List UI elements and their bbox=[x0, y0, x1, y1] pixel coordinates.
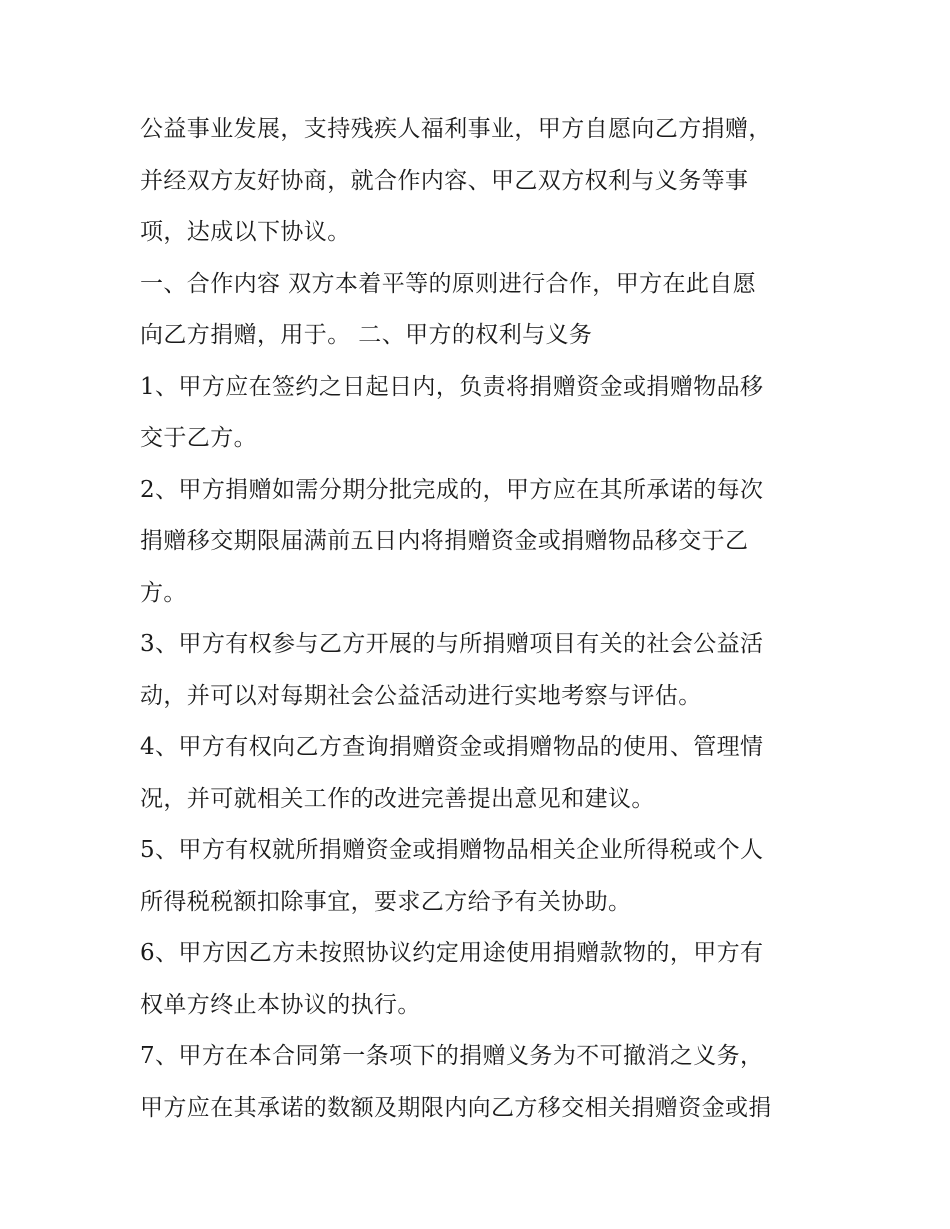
clause-1-line: 1、甲方应在签约之日起日内，负责将捐赠资金或捐赠物品移 bbox=[140, 373, 764, 400]
text-line: 甲方应在其承诺的数额及期限内向乙方移交相关捐赠资金或捐 bbox=[140, 1094, 772, 1121]
text-line: 方。 bbox=[140, 579, 187, 606]
text-line: 交于乙方。 bbox=[140, 425, 257, 451]
clause-4-line: 4、甲方有权向乙方查询捐赠资金或捐赠物品的使用、管理情 bbox=[140, 734, 764, 760]
text-line: 权单方终止本协议的执行。 bbox=[140, 991, 421, 1018]
text-line: 况，并可就相关工作的改进完善提出意见和建议。 bbox=[140, 785, 655, 812]
clause-2-line: 2、甲方捐赠如需分期分批完成的，甲方应在其所承诺的每次 bbox=[140, 476, 764, 503]
text-line: 所得税税额扣除事宜，要求乙方给予有关协助。 bbox=[140, 888, 632, 915]
clause-7-line: 7、甲方在本合同第一条项下的捐赠义务为不可撤消之义务， bbox=[140, 1043, 764, 1069]
clause-3-line: 3、甲方有权参与乙方开展的与所捐赠项目有关的社会公益活 bbox=[140, 631, 764, 657]
clause-5-line: 5、甲方有权就所捐赠资金或捐赠物品相关企业所得税或个人 bbox=[140, 837, 764, 863]
clause-6-line: 6、甲方因乙方未按照协议约定用途使用捐赠款物的，甲方有 bbox=[140, 940, 764, 966]
text-line: 向乙方捐赠，用于。 二、甲方的权利与义务 bbox=[140, 322, 593, 348]
text-line: 项，达成以下协议。 bbox=[140, 219, 351, 245]
text-line: 并经双方友好协商，就合作内容、甲乙双方权利与义务等事 bbox=[140, 167, 749, 194]
text-line: 捐赠移交期限届满前五日内将捐赠资金或捐赠物品移交于乙 bbox=[140, 528, 749, 554]
text-line: 动，并可以对每期社会公益活动进行实地考察与评估。 bbox=[140, 682, 702, 709]
text-line: 公益事业发展，支持残疾人福利事业，甲方自愿向乙方捐赠， bbox=[140, 116, 772, 142]
section-heading-line: 一、合作内容 双方本着平等的原则进行合作，甲方在此自愿 bbox=[140, 270, 757, 297]
document-body bbox=[140, 104, 820, 1134]
